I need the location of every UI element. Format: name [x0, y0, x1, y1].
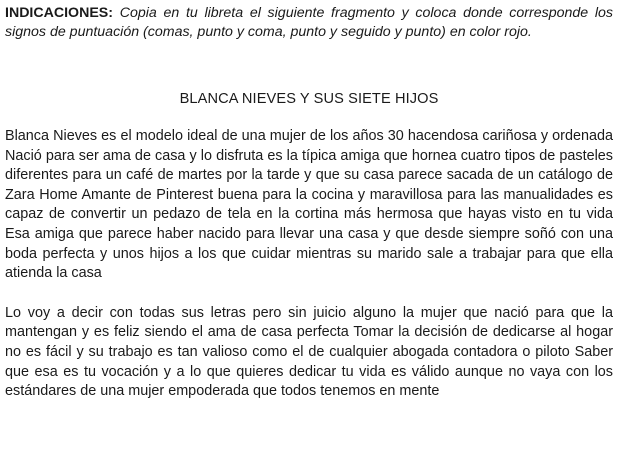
story-paragraph-2: Lo voy a decir con todas sus letras pero sin juicio alguno la mujer que nació para que la mantengan y es feliz siendo el ama de casa perfecta Tomar la decisión de dedicarse al hogar no es fácil y su trabajo es tan valioso como el de cualquier abogada contadora o piloto Saber que esa es tu vocación y a lo que quieres dedicar tu vida es válido aunque no vaya con los estándares de una mujer empoderada que todos tenemos en mente: [5, 304, 613, 400]
instructions: [5, 4, 613, 41]
instructions-label: INDICACIONES:: [5, 5, 113, 21]
instructions-text: Copia en tu libreta el siguiente fragmento y coloca donde corresponde los signos de puntuación (comas, punto y coma, punto y seguido y punto) en color rojo.: [5, 5, 613, 40]
story-paragraph-1: Blanca Nieves es el modelo ideal de una mujer de los años 30 hacendosa cariñosa y ordenada Nació para ser ama de casa y lo disfruta es la típica amiga que hornea cuatro tipos de pasteles diferentes para un café de martes por la tarde y que su casa parece sacada de un catálogo de Zara Home Amante de Pinterest buena para la cocina y maravillosa para las manualidades es capaz de convertir un pedazo de tela en la cortina más hermosa que hayas visto en tu vida Esa amiga que parece haber nacido para llevar una casa y que desde siempre soñó con una boda perfecta y unos hijos a los que cuidar mientras su marido sale a trabajar para que ella atienda la casa: [5, 128, 613, 282]
document-page: [5, 4, 613, 402]
story-title: BLANCA NIEVES Y SUS SIETE HIJOS: [179, 91, 439, 107]
